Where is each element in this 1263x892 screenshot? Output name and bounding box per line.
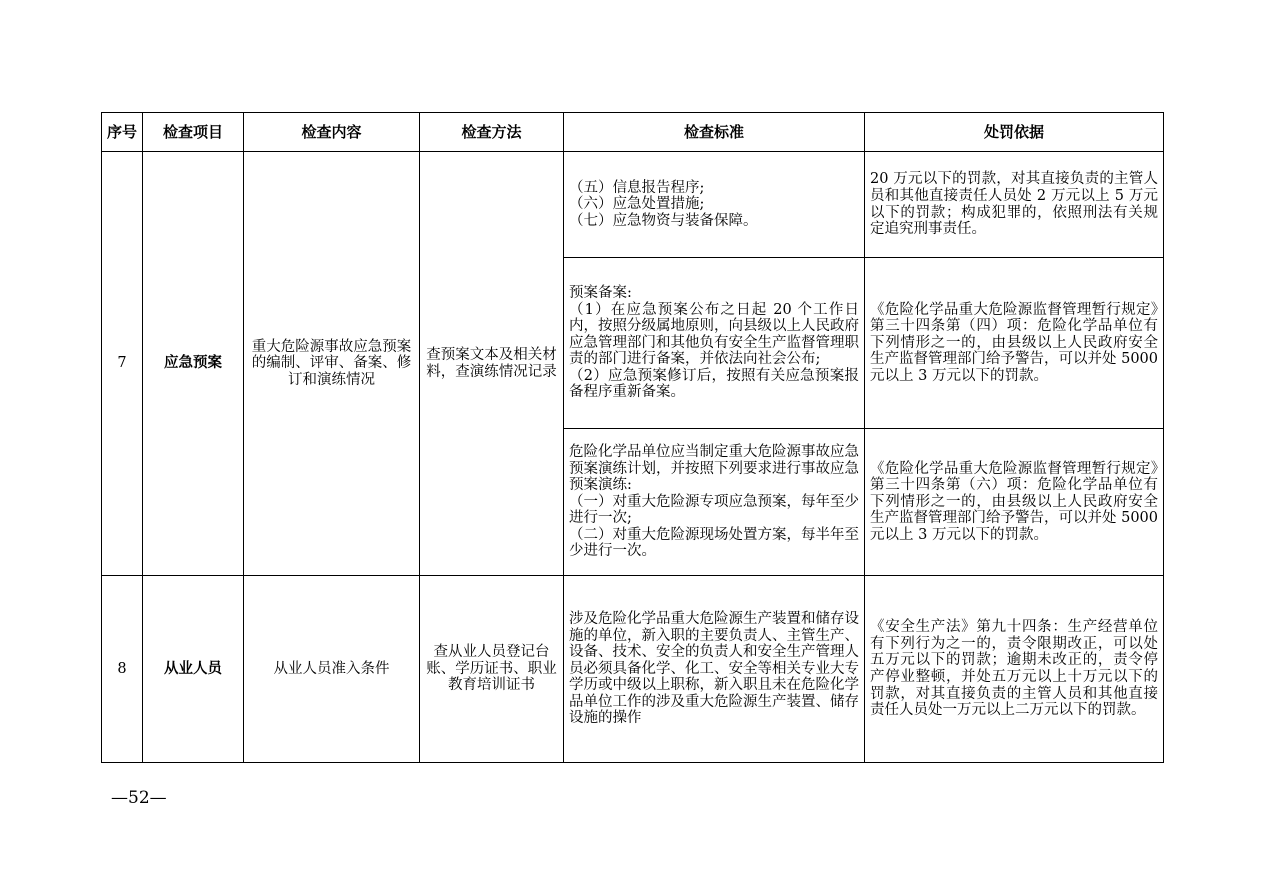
row-item: 从业人员 [143, 576, 244, 763]
header-content: 检查内容 [244, 113, 420, 152]
header-seq: 序号 [102, 113, 143, 152]
row-method: 查从业人员登记台账、学历证书、职业教育培训证书 [420, 576, 564, 763]
row-standard [564, 152, 865, 258]
page-number: —52— [111, 788, 167, 808]
header-penalty: 处罚依据 [865, 113, 1164, 152]
table-row [102, 576, 1164, 763]
row-seq: 8 [102, 576, 143, 763]
standard-line: （七）应急物资与装备保障。 [569, 212, 758, 229]
row-penalty: 《危险化学品重大危险源监督管理暂行规定》第三十四条第（四）项：危险化学品单位有下列情形之一的，由县级以上人民政府安全生产监督管理部门给予警告，可以并处 5000 元以上 3 万元以下的罚款。 [865, 258, 1164, 429]
standard-line: （一）对重大危险源专项应急预案，每年至少进行一次; [569, 493, 859, 527]
standard-line: （六）应急处置措施; [569, 196, 705, 213]
row-seq: 7 [102, 152, 143, 576]
standard-line: （1）在应急预案公布之日起 20 个工作日内，按照分级属地原则，向县级以上人民政府应急管理部门和其他负有安全生产监督管理职责的部门进行备案，并依法向社会公布; [569, 301, 859, 368]
inspection-table [101, 112, 1164, 763]
row-penalty: 20 万元以下的罚款，对其直接负责的主管人员和其他直接责任人员处 2 万元以上 5 万元以下的罚款；构成犯罪的，依照刑法有关规定追究刑事责任。 [865, 152, 1164, 258]
standard-line: 预案备案: [569, 284, 632, 301]
row-method: 查预案文本及相关材料，查演练情况记录 [420, 152, 564, 576]
row-content: 重大危险源事故应急预案的编制、评审、备案、修订和演练情况 [244, 152, 420, 576]
row-item: 应急预案 [143, 152, 244, 576]
header-method: 检查方法 [420, 113, 564, 152]
row-penalty: 《危险化学品重大危险源监督管理暂行规定》第三十四条第（六）项：危险化学品单位有下列情形之一的，由县级以上人民政府安全生产监督管理部门给予警告，可以并处 5000 元以上 3 万元以下的罚款。 [865, 429, 1164, 576]
row-standard [564, 429, 865, 576]
table-header-row [102, 113, 1164, 152]
row-standard [564, 576, 865, 763]
row-penalty: 《安全生产法》第九十四条：生产经营单位有下列行为之一的，责令限期改正，可以处五万元以下的罚款；逾期未改正的，责令停产停业整顿，并处五万元以上十万元以下的罚款，对其直接负责的主管人员和其他直接责任人员处一万元以上二万元以下的罚款。 [865, 576, 1164, 763]
header-standard: 检查标准 [564, 113, 865, 152]
standard-line: （五）信息报告程序; [569, 179, 705, 196]
header-item: 检查项目 [143, 113, 244, 152]
standard-line: （二）对重大危险源现场处置方案，每半年至少进行一次。 [569, 526, 859, 560]
standard-line: （2）应急预案修订后，按照有关应急预案报备程序重新备案。 [569, 367, 859, 401]
row-standard [564, 258, 865, 429]
standard-line: 危险化学品单位应当制定重大危险源事故应急预案演练计划，并按照下列要求进行事故应急预案演练: [569, 443, 859, 494]
standard-line: 涉及危险化学品重大危险源生产装置和储存设施的单位，新入职的主要负责人、主管生产、设备、技术、安全的负责人和安全生产管理人员必须具备化学、化工、安全等相关专业大专学历或中级以上职称，新入职且未在危险化学品单位工作的涉及重大危险源生产装置、储存设施的操作 [569, 610, 859, 727]
table-row [102, 152, 1164, 258]
row-content: 从业人员准入条件 [244, 576, 420, 763]
